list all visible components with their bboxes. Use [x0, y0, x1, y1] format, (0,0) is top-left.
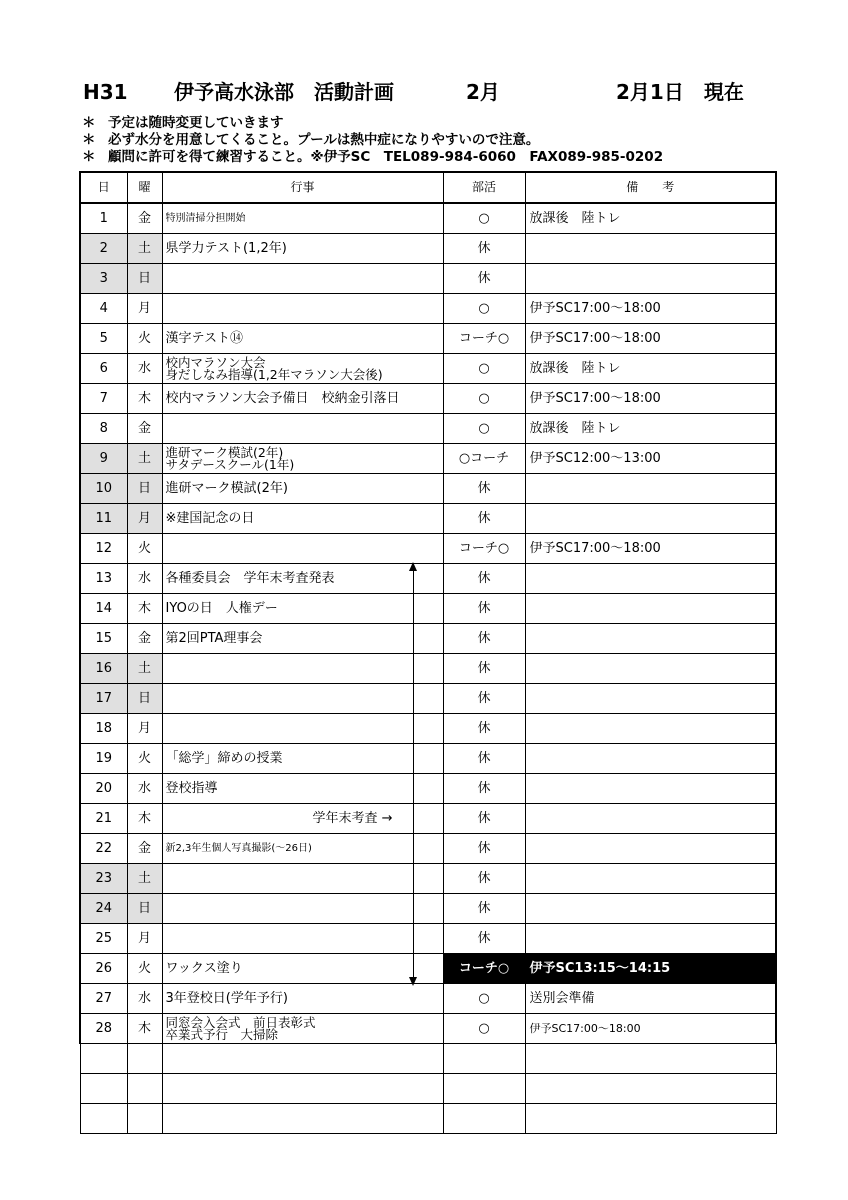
cell-club: ○ — [443, 414, 525, 444]
cell-remarks: 送別会準備 — [525, 984, 776, 1014]
table-row — [80, 714, 776, 744]
cell-day: 22 — [80, 834, 127, 864]
cell-day: 27 — [80, 984, 127, 1014]
cell-weekday: 月 — [127, 504, 162, 534]
cell-club: 休 — [443, 744, 525, 774]
table-row-empty — [80, 1044, 776, 1074]
cell-event — [162, 864, 443, 894]
cell-weekday: 月 — [127, 924, 162, 954]
table-row — [80, 234, 776, 264]
cell-remarks — [525, 564, 776, 594]
cell-day: 23 — [80, 864, 127, 894]
table-row — [80, 384, 776, 414]
cell-weekday: 火 — [127, 744, 162, 774]
cell-event: ※建国記念の日 — [162, 504, 443, 534]
cell-remarks: 伊予SC12:00～13:00 — [525, 444, 776, 474]
event-line-2: 卒業式予行 大掃除 — [165, 1026, 279, 1042]
table-row — [80, 324, 776, 354]
cell-event: 各種委員会 学年末考査発表 — [162, 564, 443, 594]
cell-remarks — [525, 804, 776, 834]
cell-weekday: 土 — [127, 234, 162, 264]
cell-day: 4 — [80, 294, 127, 324]
cell-day: 6 — [80, 354, 127, 384]
cell-club: 休 — [443, 834, 525, 864]
table-row — [80, 984, 776, 1014]
table-row — [80, 564, 776, 594]
cell-day: 7 — [80, 384, 127, 414]
table-row — [80, 864, 776, 894]
cell-club: 休 — [443, 594, 525, 624]
cell-weekday: 金 — [127, 203, 162, 234]
cell-club: 休 — [443, 804, 525, 834]
cell-day: 10 — [80, 474, 127, 504]
cell-day: 2 — [80, 234, 127, 264]
cell-weekday: 木 — [127, 384, 162, 414]
cell-club: コーチ○ — [443, 954, 525, 984]
event-line-2: サタデースクール(1年) — [165, 456, 295, 472]
cell-weekday: 木 — [127, 594, 162, 624]
table-row — [80, 954, 776, 984]
cell-empty — [525, 1074, 776, 1104]
cell-day: 9 — [80, 444, 127, 474]
cell-weekday: 月 — [127, 294, 162, 324]
cell-club: 休 — [443, 474, 525, 504]
cell-remarks: 伊予SC13:15～14:15 — [525, 954, 776, 984]
cell-weekday: 水 — [127, 984, 162, 1014]
cell-event — [162, 654, 443, 684]
cell-club: ○コーチ — [443, 444, 525, 474]
cell-event: ワックス塗り — [162, 954, 443, 984]
header-title: 伊予高水泳部 活動計画 — [174, 80, 394, 104]
table-row — [80, 924, 776, 954]
cell-remarks — [525, 684, 776, 714]
cell-remarks: 放課後 陸トレ — [525, 414, 776, 444]
cell-day: 13 — [80, 564, 127, 594]
cell-club: ○ — [443, 1014, 525, 1044]
header-weekday: 曜 — [127, 172, 162, 203]
cell-weekday: 金 — [127, 624, 162, 654]
table-row — [80, 624, 776, 654]
cell-empty — [525, 1104, 776, 1134]
table-row — [80, 354, 776, 384]
cell-club: 休 — [443, 714, 525, 744]
cell-event — [162, 444, 443, 474]
cell-empty — [80, 1044, 127, 1074]
cell-empty — [80, 1104, 127, 1134]
cell-event: 校内マラソン大会予備日 校納金引落日 — [162, 384, 443, 414]
cell-day: 3 — [80, 264, 127, 294]
cell-event — [162, 354, 443, 384]
cell-club: コーチ○ — [443, 534, 525, 564]
cell-event: 特別清掃分担開始 — [162, 203, 443, 234]
cell-club: ○ — [443, 984, 525, 1014]
cell-event: 「総学」締めの授業 — [162, 744, 443, 774]
header-as-of: 2月1日 現在 — [616, 80, 744, 104]
cell-club: 休 — [443, 264, 525, 294]
cell-weekday: 火 — [127, 534, 162, 564]
cell-day: 12 — [80, 534, 127, 564]
event-line-1: 進研マーク模試(2年) — [165, 444, 284, 460]
table-header-row — [80, 172, 776, 203]
cell-event — [162, 714, 443, 744]
cell-weekday: 水 — [127, 354, 162, 384]
cell-club: ○ — [443, 354, 525, 384]
cell-day: 16 — [80, 654, 127, 684]
cell-empty — [80, 1074, 127, 1104]
cell-day: 28 — [80, 1014, 127, 1044]
cell-day: 11 — [80, 504, 127, 534]
cell-remarks: 放課後 陸トレ — [525, 354, 776, 384]
cell-club: ○ — [443, 294, 525, 324]
cell-event: 漢字テスト⑭ — [162, 324, 443, 354]
cell-day: 15 — [80, 624, 127, 654]
cell-weekday: 土 — [127, 864, 162, 894]
table-row — [80, 654, 776, 684]
cell-day: 17 — [80, 684, 127, 714]
cell-event — [162, 534, 443, 564]
cell-day: 14 — [80, 594, 127, 624]
cell-event — [162, 294, 443, 324]
cell-empty — [443, 1104, 525, 1134]
cell-day: 25 — [80, 924, 127, 954]
cell-event: 県学力テスト(1,2年) — [162, 234, 443, 264]
table-row — [80, 203, 776, 234]
cell-day: 26 — [80, 954, 127, 984]
table-row — [80, 264, 776, 294]
cell-remarks — [525, 714, 776, 744]
exam-period-arrow-line — [413, 570, 414, 978]
table-body — [80, 203, 776, 1134]
cell-club: 休 — [443, 504, 525, 534]
cell-remarks — [525, 654, 776, 684]
cell-remarks — [525, 834, 776, 864]
cell-remarks — [525, 504, 776, 534]
table-row-empty — [80, 1074, 776, 1104]
cell-weekday: 日 — [127, 264, 162, 294]
cell-club: 休 — [443, 774, 525, 804]
header-day: 日 — [80, 172, 127, 203]
table-row — [80, 474, 776, 504]
cell-remarks: 伊予SC17:00～18:00 — [525, 1014, 776, 1044]
cell-empty — [127, 1104, 162, 1134]
cell-weekday: 水 — [127, 774, 162, 804]
cell-empty — [162, 1104, 443, 1134]
table-row-empty — [80, 1104, 776, 1134]
header-era: H31 — [83, 80, 128, 104]
cell-day: 1 — [80, 203, 127, 234]
cell-event — [162, 1014, 443, 1044]
exam-period-arrow-down-icon — [409, 977, 417, 986]
table-row — [80, 684, 776, 714]
cell-event: 新2,3年生個人写真撮影(～26日) — [162, 834, 443, 864]
cell-weekday: 木 — [127, 1014, 162, 1044]
schedule-table — [79, 171, 777, 1134]
cell-empty — [443, 1044, 525, 1074]
cell-remarks — [525, 744, 776, 774]
cell-weekday: 金 — [127, 414, 162, 444]
cell-empty — [443, 1074, 525, 1104]
header-club: 部活 — [443, 172, 525, 203]
event-line-1: 同窓会入会式 前日表彰式 — [165, 1014, 316, 1030]
cell-club: 休 — [443, 924, 525, 954]
table-row — [80, 444, 776, 474]
table-row — [80, 894, 776, 924]
cell-club: 休 — [443, 564, 525, 594]
cell-club: ○ — [443, 384, 525, 414]
cell-weekday: 木 — [127, 804, 162, 834]
cell-event — [162, 894, 443, 924]
cell-remarks — [525, 474, 776, 504]
cell-day: 21 — [80, 804, 127, 834]
cell-day: 8 — [80, 414, 127, 444]
cell-event — [162, 684, 443, 714]
cell-weekday: 土 — [127, 654, 162, 684]
cell-remarks — [525, 864, 776, 894]
event-line-2: 身だしなみ指導(1,2年マラソン大会後) — [165, 366, 383, 382]
cell-empty — [525, 1044, 776, 1074]
cell-day: 24 — [80, 894, 127, 924]
cell-remarks: 伊予SC17:00～18:00 — [525, 384, 776, 414]
cell-event: 3年登校日(学年予行) — [162, 984, 443, 1014]
table-row — [80, 804, 776, 834]
cell-event: 第2回PTA理事会 — [162, 624, 443, 654]
cell-weekday: 日 — [127, 684, 162, 714]
cell-club: コーチ○ — [443, 324, 525, 354]
cell-event: 学年末考査 → — [162, 804, 443, 834]
cell-event: IYOの日 人権デー — [162, 594, 443, 624]
note-3: ＊ 顧問に許可を得て練習すること。※伊予SC TEL089-984-6060 FAX089-985-0202 — [82, 149, 664, 165]
cell-remarks — [525, 894, 776, 924]
table-row — [80, 744, 776, 774]
cell-event — [162, 414, 443, 444]
cell-club: ○ — [443, 203, 525, 234]
cell-event — [162, 264, 443, 294]
note-2: ＊ 必ず水分を用意してくること。プールは熱中症になりやすいので注意。 — [82, 132, 540, 148]
cell-remarks — [525, 234, 776, 264]
table-row — [80, 414, 776, 444]
cell-weekday: 日 — [127, 894, 162, 924]
cell-weekday: 水 — [127, 564, 162, 594]
cell-weekday: 日 — [127, 474, 162, 504]
cell-event: 進研マーク模試(2年) — [162, 474, 443, 504]
cell-empty — [162, 1044, 443, 1074]
cell-event — [162, 924, 443, 954]
cell-club: 休 — [443, 654, 525, 684]
table-row — [80, 1014, 776, 1044]
cell-day: 19 — [80, 744, 127, 774]
table-row — [80, 594, 776, 624]
cell-day: 20 — [80, 774, 127, 804]
cell-weekday: 土 — [127, 444, 162, 474]
cell-remarks: 伊予SC17:00～18:00 — [525, 534, 776, 564]
cell-weekday: 火 — [127, 954, 162, 984]
cell-remarks — [525, 774, 776, 804]
cell-club: 休 — [443, 894, 525, 924]
table-row — [80, 294, 776, 324]
cell-remarks: 放課後 陸トレ — [525, 203, 776, 234]
cell-club: 休 — [443, 234, 525, 264]
table-row — [80, 534, 776, 564]
event-line-1: 校内マラソン大会 — [165, 354, 266, 370]
table-row — [80, 774, 776, 804]
table-row — [80, 504, 776, 534]
cell-weekday: 火 — [127, 324, 162, 354]
header-event: 行事 — [162, 172, 443, 203]
cell-remarks — [525, 594, 776, 624]
cell-remarks — [525, 264, 776, 294]
cell-day: 5 — [80, 324, 127, 354]
cell-empty — [127, 1074, 162, 1104]
note-1: ＊ 予定は随時変更していきます — [82, 115, 284, 131]
cell-empty — [127, 1044, 162, 1074]
cell-empty — [162, 1074, 443, 1104]
cell-weekday: 金 — [127, 834, 162, 864]
cell-event: 登校指導 — [162, 774, 443, 804]
cell-club: 休 — [443, 684, 525, 714]
cell-remarks — [525, 624, 776, 654]
cell-day: 18 — [80, 714, 127, 744]
cell-remarks: 伊予SC17:00～18:00 — [525, 324, 776, 354]
cell-club: 休 — [443, 624, 525, 654]
cell-remarks — [525, 924, 776, 954]
header-month: 2月 — [466, 80, 500, 104]
cell-weekday: 月 — [127, 714, 162, 744]
cell-club: 休 — [443, 864, 525, 894]
header-remarks: 備 考 — [525, 172, 776, 203]
cell-remarks: 伊予SC17:00～18:00 — [525, 294, 776, 324]
table-row — [80, 834, 776, 864]
